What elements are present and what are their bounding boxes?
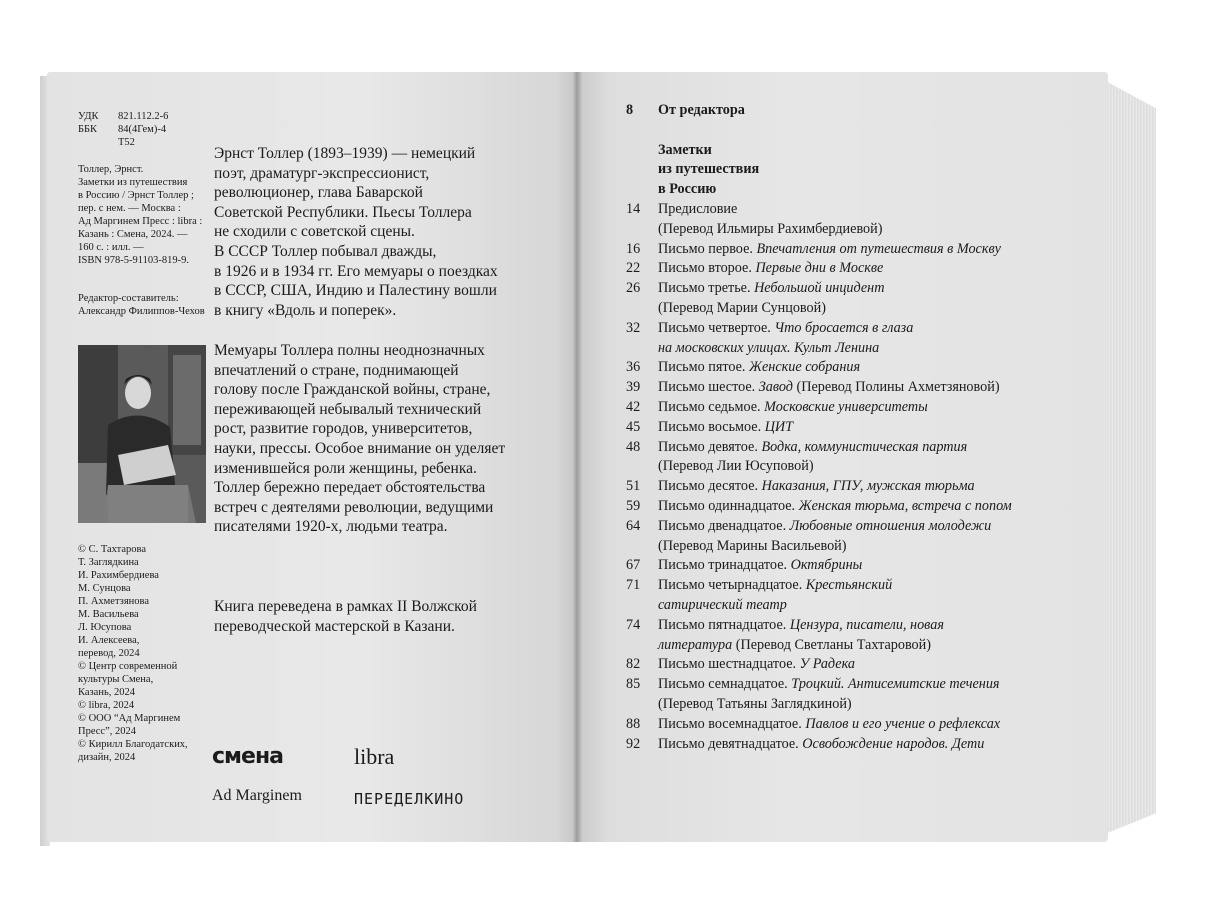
- toc-page-number: 48: [626, 438, 641, 455]
- memoirs-line: голову после Гражданской войны, стране,: [214, 381, 491, 399]
- toc-title: Письмо одиннадцатое. Женская тюрьма, встреча с попом: [658, 497, 1012, 514]
- toc-page-number: 82: [626, 656, 641, 673]
- copyright-line: Т. Заглядкина: [78, 557, 139, 568]
- smena-logo: смена: [212, 744, 283, 769]
- copyright-line: © libra, 2024: [78, 700, 135, 711]
- toc-title: Письмо восьмое. ЦИТ: [658, 418, 794, 435]
- memoirs-line: встреч с деятелями революции, ведущими: [214, 498, 494, 516]
- toc-subtitle: ЦИТ: [764, 418, 794, 435]
- toc-subtitle: Водка, коммунистическая партия: [761, 438, 968, 455]
- toc-page-number: 59: [626, 497, 641, 514]
- copyright-line: перевод, 2024: [78, 648, 140, 659]
- toc-subtitle: Женские собрания: [749, 359, 861, 376]
- toc-title: Письмо тринадцатое. Октябрины: [658, 557, 863, 574]
- toc-page-number: 22: [626, 260, 641, 277]
- toc-subtitle: Завод: [758, 379, 793, 396]
- toc-subtitle: Первые дни в Москве: [755, 260, 884, 277]
- bbk-label: ББК: [78, 124, 98, 135]
- copyright-line: М. Сунцова: [78, 583, 131, 594]
- toc-page-number: 74: [626, 616, 641, 633]
- book-page-block: [1100, 78, 1156, 836]
- memoirs-line: переживающей небывалый технический: [214, 400, 482, 418]
- toc-title: литература (Перевод Светланы Тахтаровой): [658, 636, 931, 653]
- toc-title: (Перевод Ильмиры Рахимбердиевой): [658, 220, 883, 237]
- book-gutter: [572, 72, 582, 842]
- toc-title: (Перевод Лии Юсуповой): [658, 458, 814, 475]
- bio-line: революционер, глава Баварской: [214, 184, 423, 202]
- toc-subtitle: Троцкий. Антисемитские течения: [791, 676, 1000, 693]
- toc-title: Письмо седьмое. Московские университеты: [658, 398, 928, 415]
- toc-subtitle: Цензура, писатели, новая: [789, 616, 944, 633]
- toc-page-number: 64: [626, 517, 641, 534]
- toc-subtitle: Что бросается в глаза: [774, 319, 914, 336]
- memoirs-line: рост, развитие городов, университетов,: [214, 420, 473, 438]
- entry-line: Ад Маргинем Пресс : libra :: [78, 216, 203, 227]
- editor-credit: [78, 292, 205, 318]
- toc-page-number: 14: [626, 200, 641, 217]
- bio-line: в книгу «Вдоль и поперек».: [214, 301, 397, 319]
- toc-subtitle: Любовные отношения молодежи: [789, 517, 992, 534]
- toc-subtitle: У Радека: [799, 656, 855, 673]
- toc-title: Заметки: [658, 141, 712, 158]
- translation-note: [214, 597, 477, 636]
- toc-title: От редактора: [658, 102, 745, 118]
- toc-title: Письмо первое. Впечатления от путешествия в Москву: [658, 240, 1001, 257]
- peredelkino-logo: ПЕРЕДЕЛКИНО: [354, 790, 465, 808]
- memoirs-line: изменившейся роли женщины, ребенка.: [214, 459, 477, 477]
- copyright-line: Л. Юсупова: [78, 622, 132, 633]
- author-photo: [78, 345, 206, 523]
- bbk-code: 84(4Гем)-4: [118, 124, 167, 135]
- toc-title: Письмо двенадцатое. Любовные отношения молодежи: [658, 517, 992, 534]
- entry-line: ISBN 978-5-91103-819-9.: [78, 255, 190, 266]
- toc-subtitle: Наказания, ГПУ, мужская тюрьма: [761, 478, 975, 495]
- note-line: Книга переведена в рамках II Волжской: [214, 598, 477, 615]
- toc-title: в Россию: [658, 181, 717, 198]
- toc-page-number: 26: [626, 280, 641, 297]
- toc-title: Письмо восемнадцатое. Павлов и его учение о рефлексах: [658, 715, 1001, 732]
- toc-subtitle: Крестьянский: [805, 577, 893, 594]
- toc-subtitle: на московских улицах. Культ Ленина: [658, 339, 880, 356]
- copyright-line: дизайн, 2024: [78, 752, 136, 763]
- bibliographic-entry: [78, 163, 202, 267]
- toc-title: (Перевод Татьяны Заглядкиной): [658, 695, 852, 712]
- copyright-line: П. Ахметзянова: [78, 596, 150, 607]
- toc-page-number: 92: [626, 735, 641, 752]
- entry-line: 160 с. : илл. —: [78, 242, 144, 253]
- toc-title: Письмо семнадцатое. Троцкий. Антисемитские течения: [658, 676, 1000, 693]
- entry-line: Заметки из путешествия: [78, 177, 188, 188]
- toc-title: Письмо девятое. Водка, коммунистическая партия: [658, 438, 968, 455]
- toc-subtitle: Московские университеты: [764, 398, 928, 415]
- author-photo-illustration: [78, 345, 206, 523]
- bio-line: в СССР, США, Индию и Палестину вошли: [214, 282, 497, 300]
- toc-page-number: 67: [626, 557, 641, 574]
- editor-label: Редактор-составитель:: [78, 293, 179, 304]
- toc-subtitle: Освобождение народов. Дети: [802, 735, 985, 752]
- memoirs-line: впечатлений о стране, поднимающей: [214, 361, 459, 379]
- toc-title: [658, 340, 879, 357]
- toc-title: (Перевод Марии Сунцовой): [658, 299, 826, 316]
- toc-title: (Перевод Марины Васильевой): [658, 537, 847, 554]
- toc-subtitle: Впечатления от путешествия в Москву: [756, 240, 1001, 257]
- toc-title: Письмо пятнадцатое. Цензура, писатели, новая: [658, 616, 944, 633]
- memoirs-line: Мемуары Толлера полны неоднозначных: [214, 342, 485, 359]
- toc-title: Письмо третье. Небольшой инцидент: [658, 280, 885, 297]
- bio-line: Советской Республики. Пьесы Толлера: [214, 203, 472, 221]
- author-bio: [214, 144, 498, 320]
- bio-line: не сходили с советской сцены.: [214, 223, 415, 241]
- bio-line: Эрнст Толлер (1893–1939) — немецкий: [214, 145, 476, 162]
- toc-page-number: 16: [626, 240, 641, 257]
- copyright-line: И. Рахимбердиева: [78, 570, 159, 581]
- toc-title: Письмо шестнадцатое. У Радека: [658, 656, 855, 673]
- toc-page-number: 51: [626, 478, 641, 495]
- entry-line: пер. с нем. — Москва :: [78, 203, 181, 214]
- toc-subtitle: Женская тюрьма, встреча с попом: [798, 497, 1012, 514]
- toc-title: Письмо десятое. Наказания, ГПУ, мужская тюрьма: [658, 478, 975, 495]
- bio-line: В СССР Толлер побывал дважды,: [214, 242, 437, 260]
- toc-subtitle: Октябрины: [790, 557, 863, 574]
- ad-marginem-logo: Ad Marginem: [212, 787, 302, 804]
- libra-logo: libra: [354, 744, 395, 769]
- toc-title: Письмо девятнадцатое. Освобождение народов. Дети: [658, 735, 985, 752]
- memoirs-line: писателями 1920-х, людьми театра.: [214, 518, 448, 536]
- copyright-line: © Центр современной: [78, 661, 178, 672]
- toc-title: Письмо шестое. Завод (Перевод Полины Ахметзяновой): [658, 379, 1000, 396]
- toc-page-number: 71: [626, 577, 641, 594]
- toc-subtitle: сатирический театр: [658, 596, 787, 613]
- udk-label: УДК: [78, 111, 99, 122]
- toc-title: Письмо пятое. Женские собрания: [658, 359, 861, 376]
- memoirs-description: [214, 341, 505, 537]
- toc-title: Письмо четырнадцатое. Крестьянский: [658, 577, 893, 594]
- copyright-line: Пресс”, 2024: [78, 726, 136, 737]
- memoirs-line: науки, прессы. Особое внимание он уделяет: [214, 439, 506, 457]
- catalog-block: [78, 110, 168, 149]
- toc-subtitle: литература: [658, 636, 733, 653]
- toc-title: из путешествия: [658, 161, 760, 178]
- copyright-line: И. Алексеева,: [78, 635, 140, 646]
- note-line: переводческой мастерской в Казани.: [214, 617, 455, 635]
- bio-line: в 1926 и в 1934 гг. Его мемуары о поездках: [214, 262, 498, 280]
- toc-page-number: 39: [626, 379, 641, 396]
- toc-title: Предисловие: [658, 200, 738, 217]
- toc-page-number: 45: [626, 418, 641, 435]
- toc-title: [658, 597, 787, 614]
- entry-line: Казань : Смена, 2024. —: [78, 229, 188, 240]
- entry-line: Толлер, Эрнст.: [78, 164, 144, 175]
- toc-page-number: 32: [626, 319, 641, 336]
- copyright-line: © Кирилл Благодатских,: [78, 739, 188, 750]
- toc-subtitle: Павлов и его учение о рефлексах: [805, 715, 1001, 732]
- bio-line: поэт, драматург-экспрессионист,: [214, 164, 430, 182]
- memoirs-line: Толлер бережно передает обстоятельства: [214, 479, 486, 497]
- copyright-line: © ООО “Ад Маргинем: [78, 713, 181, 724]
- copyright-block: [78, 543, 188, 764]
- toc-title: Письмо второе. Первые дни в Москве: [658, 260, 884, 277]
- toc-page-number: 8: [626, 102, 634, 118]
- copyright-line: Казань, 2024: [78, 687, 135, 698]
- toc-page-number: 88: [626, 715, 641, 732]
- toc-page-number: 85: [626, 676, 641, 693]
- toc-page-number: 42: [626, 398, 641, 415]
- toc-subtitle: Небольшой инцидент: [754, 280, 885, 297]
- entry-line: в Россию / Эрнст Толлер ;: [78, 190, 194, 201]
- copyright-line: М. Васильева: [78, 609, 139, 620]
- author-code: Т52: [118, 137, 135, 148]
- editor-name: Александр Филиппов-Чехов: [78, 306, 205, 317]
- copyright-line: © С. Тахтарова: [78, 544, 147, 555]
- copyright-line: культуры Смена,: [78, 674, 154, 685]
- toc-page-number: 36: [626, 359, 641, 376]
- udk-code: 821.112.2-6: [118, 111, 169, 122]
- toc-title: Письмо четвертое. Что бросается в глаза: [658, 319, 914, 336]
